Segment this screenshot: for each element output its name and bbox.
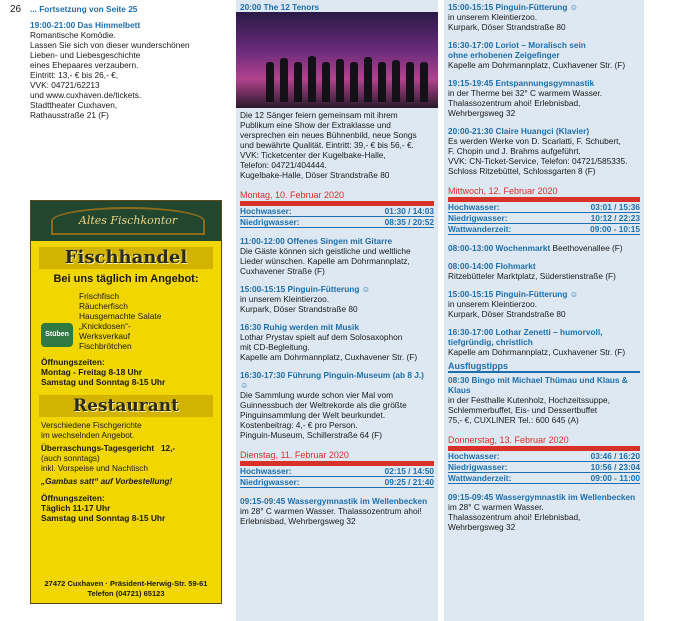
event-line: 75,- €, CUXLINER Tel.: 600 645 (A) [448, 415, 579, 425]
event-line: Pinguin-Museum, Schillerstraße 64 (F) [240, 430, 383, 440]
tide-row: Wattwanderzeit: 09:00 - 11:00 [448, 473, 640, 483]
page-number: 26 [10, 4, 22, 15]
event-line: Rathausstraße 21 (F) [30, 110, 109, 120]
event-line: und www.cuxhaven.de/tickets. [30, 90, 142, 100]
event-line: Schloss Ritzebüttel, Schlossgarten 8 (F) [448, 166, 596, 176]
event-line: Pinguinsammlung der Welt beurkundet. [240, 410, 386, 420]
tide-row: Hochwasser: 03:01 / 15:36 [448, 202, 640, 212]
event-line: Thalassozentrum ahoi! Erlebnisbad, [448, 512, 581, 522]
event-line: VVK: 04721/62213 [30, 80, 100, 90]
event-line: in der Therme bei 32° C warmem Wasser. [448, 88, 603, 98]
hours-line: Samstag und Sonntag 8-15 Uhr [41, 513, 166, 523]
event-line: Kapelle am Dohrmannplatz, Cuxhavener Str. (F) [448, 60, 626, 70]
ad-shop-sign: Altes Fischkontor [51, 207, 205, 235]
event-line: Kapelle am Dohrmannplatz, Cuxhavener Str. (F) [240, 352, 418, 362]
rest-line: im wechselnden Angebot. [41, 431, 135, 440]
event-title: 11:00-12:00 Offenes Singen mit Gitarre [240, 236, 393, 246]
event-line: Wehrbergsweg 32 [448, 522, 516, 532]
event-title: 19:15-19:45 Entspannungsgymnastik [448, 78, 595, 88]
ad-product: „Knickdosen“- [79, 321, 131, 331]
event-line: Kostenbeitrag: 4,- € pro Person. [240, 420, 358, 430]
ad-product: Werksverkauf [79, 331, 131, 341]
event-line: Kugelbake-Halle, Döser Strandstraße 80 [240, 170, 390, 180]
event-line: und bewährte Qualität. Eintritt: 39,- € bis 56,- €. [240, 140, 414, 150]
tide-row: Hochwasser: 01:30 / 14:03 [240, 206, 434, 216]
event-title: 09:15-09:45 Wassergymnastik im Wellenbecken [448, 492, 636, 502]
ad-header-image [31, 201, 221, 241]
ad-product: Räucherfisch [79, 301, 128, 311]
ad-restaurant-hours [41, 493, 221, 523]
column-left [30, 0, 228, 621]
event-line: Romantische Komödie. [30, 30, 116, 40]
event-title: 08:00-14:00 Flohmarkt [448, 261, 536, 271]
event-title-cont: tiefgründig, christlich [448, 337, 533, 347]
event-line: Kapelle am Dohrmannplatz, Cuxhavener Str. (F) [448, 347, 626, 357]
event-line: Publikum eine Show der Extraklasse und [240, 120, 391, 130]
hours-title: Öffnungszeiten: [41, 493, 105, 503]
event-line: Lassen Sie sich von dieser wunderschönen [30, 40, 190, 50]
ad-title-restaurant: Restaurant [39, 395, 213, 417]
day-header: Montag, 10. Februar 2020 [240, 190, 434, 206]
ad-subtitle: Bei uns täglich im Angebot: [53, 273, 199, 285]
event-line: Es werden Werke von D. Scarlatti, F. Schubert, [448, 136, 621, 146]
tide-row: Niedrigwasser: 10:56 / 23:04 [448, 462, 640, 472]
column-right [444, 0, 644, 621]
event-title: 09:15-09:45 Wassergymnastik im Wellenbecken [240, 496, 428, 506]
event-body [240, 110, 434, 180]
tide-row: Hochwasser: 03:46 / 16:20 [448, 451, 640, 461]
event-line: in unserem Kleintierzoo. [448, 299, 538, 309]
tide-row: Niedrigwasser: 08:35 / 20:52 [240, 217, 434, 227]
ad-title-fischhandel: Fischhandel [39, 247, 213, 269]
event-title: 20:00-21:30 Claire Huangci (Klavier) [448, 126, 590, 136]
event-title: 19:00-21:00 Das Himmelbett [30, 20, 141, 30]
tenors-photo [236, 12, 438, 108]
tide-row: Niedrigwasser: 09:25 / 21:40 [240, 477, 434, 487]
event-title: 08:30 Bingo mit Michael Thümau und Klaus & Klaus [448, 375, 628, 395]
event-line: VVK: CN-Ticket-Service, Telefon: 04721/585335. [448, 156, 628, 166]
ad-product: Hausgemachte Salate [79, 311, 162, 321]
ad-footer [31, 579, 221, 599]
rest-line: Verschiedene Fischgerichte [41, 421, 142, 430]
event-line: im 28° C warmen Wasser. [448, 502, 544, 512]
tide-row: Hochwasser: 02:15 / 14:50 [240, 466, 434, 476]
event-title: 15:00-15:15 Pinguin-Fütterung ☺ [448, 2, 579, 12]
lunch-line: inkl. Vorspeise und Nachtisch [41, 464, 148, 473]
ad-phone: Telefon (04721) 65123 [87, 589, 165, 598]
hours-line: Samstag und Sonntag 8-15 Uhr [41, 377, 166, 387]
ad-product: Frischfisch [79, 291, 120, 301]
event-title: 15:00-15:15 Pinguin-Fütterung ☺ [240, 284, 371, 294]
event-line: Guinnessbuch der Weltrekorde als die größte [240, 400, 407, 410]
tide-row: Wattwanderzeit: 09:00 - 10:15 [448, 224, 640, 234]
event-line: Eintritt: 13,- € bis 26,- €, [30, 70, 119, 80]
event-line: in unserem Kleintierzoo. [448, 12, 538, 22]
event-line: Erlebnisbad, Wehrbergsweg 32 [240, 516, 356, 526]
event-line: in der Festhalle Kutenholz, Hochzeitssuppe, [448, 395, 610, 405]
event-line: Schlemmerbuffet, Eis- und Dessertbuffet [448, 405, 598, 415]
day-header: Mittwoch, 12. Februar 2020 [448, 186, 640, 202]
hours-line: Montag - Freitag 8-18 Uhr [41, 367, 142, 377]
ad-address: 27472 Cuxhaven · Präsident-Herwig-Str. 59-61 [44, 579, 208, 588]
lunch-offer: Überraschungs-Tagesgericht 12,- [41, 444, 176, 453]
stueben-logo: Stüben [41, 323, 73, 347]
event-line: Die Sammlung wurde schon vier Mal vom [240, 390, 394, 400]
gambas-offer: „Gambas satt“ auf Vorbestellung! [41, 477, 173, 486]
fischkontor-advertisement [30, 200, 222, 604]
event-line: Ritzebütteler Marktplatz, Süderstienstraße (F) [448, 271, 616, 281]
event-line: Die 12 Sänger feiern gemeinsam mit ihrem [240, 110, 398, 120]
event-line: Kurpark, Döser Strandstraße 80 [448, 309, 566, 319]
column-middle [236, 0, 438, 621]
event-line: Die Gäste können sich geistliche und weltliche [240, 246, 411, 256]
event-line: eines Ehepaares verzaubern. [30, 60, 139, 70]
event-line: versprechen ein neues Bühnenbild, neue Songs [240, 130, 417, 140]
event-title: 16:30 Ruhig werden mit Musik [240, 322, 359, 332]
event-title: 16:30-17:00 Lothar Zenetti – humorvoll, [448, 327, 603, 337]
event-line: Telefon: 04721/404444. [240, 160, 327, 170]
hours-line: Täglich 11-17 Uhr [41, 503, 111, 513]
continued-note: ... Fortsetzung von Seite 25 [30, 4, 138, 14]
event-line: VVK: Ticketcenter der Kugelbake-Halle, [240, 150, 386, 160]
event-line: Kurpark, Döser Strandstraße 80 [448, 22, 566, 32]
event-title: 16:30-17:00 Loriot – Moralisch sein [448, 40, 586, 50]
event-line: in unserem Kleintierzoo. [240, 294, 330, 304]
event-line: Wehrbergsweg 32 [448, 108, 516, 118]
hours-title: Öffnungszeiten: [41, 357, 105, 367]
event-item: 08:00-13:00 Wochenmarkt Beethovenallee (F) [448, 243, 623, 253]
ad-product: Fischbrötchen [79, 341, 132, 351]
event-line: Lieben- und Liebesgeschichte [30, 50, 141, 60]
event-title-cont: ohne erhobenen Zeigefinger [448, 50, 560, 60]
event-line: Lieder wünschen. Kapelle am Dohrmannplatz, [240, 256, 410, 266]
event-line: F. Chopin und J. Brahms aufgeführt. [448, 146, 581, 156]
event-title: 15:00-15:15 Pinguin-Fütterung ☺ [448, 289, 579, 299]
ad-shop-hours [41, 357, 221, 387]
event-line: Kurpark, Döser Strandstraße 80 [240, 304, 358, 314]
event-line: Stadttheater Cuxhaven, [30, 100, 118, 110]
tide-row: Niedrigwasser: 10:12 / 22:23 [448, 213, 640, 223]
event-line: Thalassozentrum ahoi! Erlebnisbad, [448, 98, 581, 108]
event-line: im 28° C warmen Wasser. Thalassozentrum ahoi! [240, 506, 422, 516]
lunch-line: (auch sonntags) [41, 454, 100, 463]
section-heading-tips: Ausflugstipps [448, 361, 640, 373]
ad-product-list [79, 291, 221, 351]
event-title: 20:00 The 12 Tenors [240, 2, 320, 12]
day-header: Dienstag, 11. Februar 2020 [240, 450, 434, 466]
event-title: 16:30-17:30 Führung Pinguin-Museum (ab 8 J.) ☺ [240, 370, 424, 390]
day-header: Donnerstag, 13. Februar 2020 [448, 435, 640, 451]
event-line: Lothar Prystav spielt auf dem Solosaxophon [240, 332, 403, 342]
event-body [30, 30, 228, 120]
event-line: Cuxhavener Straße (F) [240, 266, 325, 276]
ad-restaurant-text [41, 421, 221, 487]
event-line: mit CD-Begleitung. [240, 342, 310, 352]
